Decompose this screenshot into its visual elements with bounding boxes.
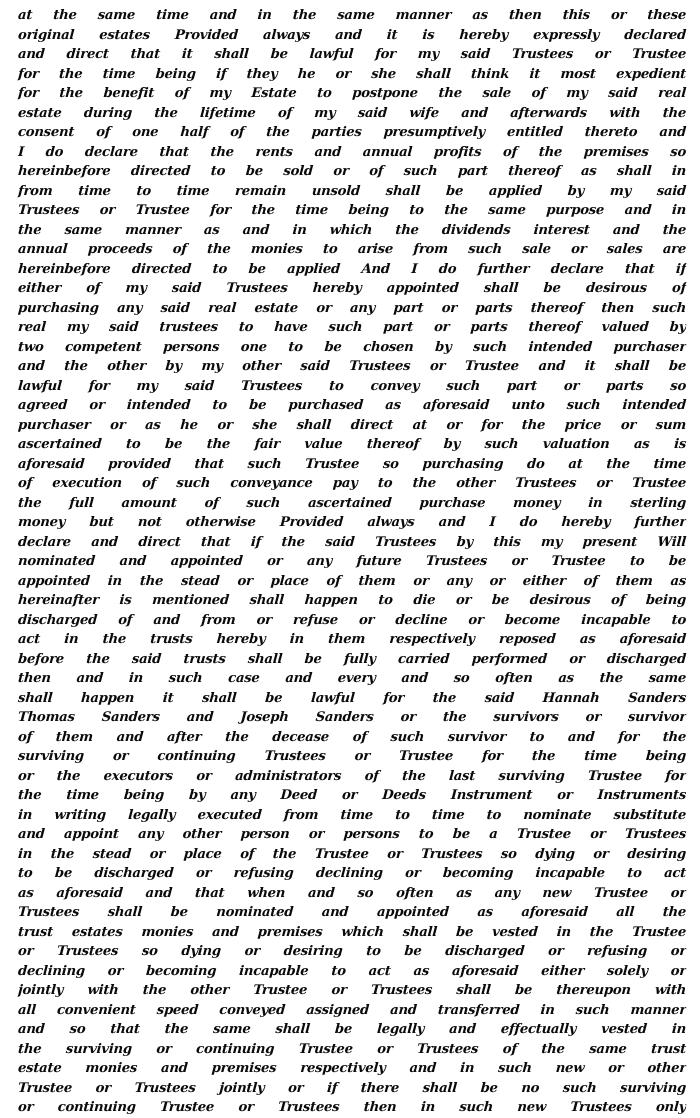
manuscript-line: the same manner as and in which the dividends interest and the bbox=[17, 222, 687, 238]
manuscript-line: estate monies and premises respectively and in such new or other bbox=[17, 1061, 687, 1076]
manuscript-line: the time being by any Deed or Deeds Instrument or Instruments bbox=[17, 788, 687, 803]
manuscript-line: Trustees or Trustee for the time being to the same purpose and in bbox=[17, 203, 687, 218]
manuscript-line: lawful for my said Trustees to convey such part or parts so bbox=[17, 378, 687, 394]
manuscript-line: in the stead or place of the Trustee or Trustees so dying or desiring bbox=[17, 846, 687, 862]
manuscript-line: and the other by my other said Trustees or Trustee and it shall be bbox=[17, 359, 687, 374]
manuscript-text bbox=[18, 6, 686, 1118]
manuscript-line: Trustee or Trustees jointly or if there shall be no such surviving bbox=[17, 1080, 687, 1096]
manuscript-line: surviving or continuing Trustees or Trustee for the time being bbox=[17, 749, 687, 764]
manuscript-line: original estates Provided always and it is hereby expressly declared bbox=[17, 27, 687, 43]
manuscript-line: agreed or intended to be purchased as aforesaid unto such intended bbox=[17, 398, 687, 413]
manuscript-line: all convenient speed conveyed assigned and transferred in such manner bbox=[17, 1002, 687, 1018]
manuscript-line: for the benefit of my Estate to postpone the sale of my said real bbox=[17, 86, 687, 101]
manuscript-line: the full amount of such ascertained purchase money in sterling bbox=[17, 495, 687, 511]
manuscript-line: purchasing any said real estate or any part or parts thereof then such bbox=[17, 300, 687, 316]
manuscript-line: discharged of and from or refuse or decline or become incapable to bbox=[17, 612, 687, 628]
manuscript-line: purchaser or as he or she shall direct at or for the price or sum bbox=[17, 417, 687, 433]
manuscript-line: to be discharged or refusing declining or becoming incapable to act bbox=[17, 866, 687, 881]
manuscript-line: then and in such case and every and so often as the same bbox=[17, 671, 687, 686]
manuscript-line: act in the trusts hereby in them respectively reposed as aforesaid bbox=[17, 632, 687, 647]
manuscript-line: aforesaid provided that such Trustee so purchasing do at the time bbox=[17, 456, 687, 472]
manuscript-line: in writing legally executed from time to time to nominate substitute bbox=[17, 807, 687, 823]
manuscript-line: real my said trustees to have such part or parts thereof valued by bbox=[17, 320, 687, 335]
manuscript-line: and so that the same shall be legally and effectually vested in bbox=[17, 1022, 687, 1037]
manuscript-line: I do declare that the rents and annual profits of the premises so bbox=[17, 144, 687, 160]
manuscript-line: estate during the lifetime of my said wife and afterwards with the bbox=[17, 105, 687, 121]
manuscript-line: and appoint any other person or persons to be a Trustee or Trustees bbox=[17, 827, 687, 842]
manuscript-line: trust estates monies and premises which shall be vested in the Trustee bbox=[17, 924, 687, 940]
manuscript-line: money but not otherwise Provided always and I do hereby further bbox=[17, 515, 687, 530]
manuscript-line: before the said trusts shall be fully carried performed or discharged bbox=[17, 651, 687, 667]
manuscript-line: declare and direct that if the said Trustees by this my present Will bbox=[17, 534, 687, 550]
manuscript-line: hereinbefore directed to be applied And I do further declare that if bbox=[17, 261, 687, 277]
manuscript-line: shall happen it shall be lawful for the said Hannah Sanders bbox=[17, 690, 687, 706]
manuscript-line: jointly with the other Trustee or Trustees shall be thereupon with bbox=[17, 983, 687, 998]
manuscript-line: at the same time and in the same manner as then this or these bbox=[17, 8, 687, 23]
manuscript-line: hereinbefore directed to be sold or of such part thereof as shall in bbox=[17, 164, 687, 179]
manuscript-line: for the time being if they he or she shall think it most expedient bbox=[17, 66, 687, 82]
manuscript-line: annual proceeds of the monies to arise from such sale or sales are bbox=[17, 242, 687, 257]
manuscript-line: either of my said Trustees hereby appointed shall be desirous of bbox=[17, 281, 687, 296]
manuscript-line: or the executors or administrators of the last surviving Trustee for bbox=[17, 768, 687, 784]
manuscript-line: Thomas Sanders and Joseph Sanders or the survivors or survivor bbox=[17, 710, 687, 725]
manuscript-line: or Trustees so dying or desiring to be discharged or refusing or bbox=[17, 944, 687, 959]
manuscript-line: of execution of such conveyance pay to the other Trustees or Trustee bbox=[17, 476, 687, 491]
manuscript-line: of them and after the decease of such survivor to and for the bbox=[17, 729, 687, 745]
manuscript-line: the surviving or continuing Trustee or Trustees of the same trust bbox=[17, 1041, 687, 1057]
manuscript-line: Trustees shall be nominated and appointed as aforesaid all the bbox=[17, 905, 687, 920]
manuscript-line: as aforesaid and that when and so often as any new Trustee or bbox=[17, 885, 687, 901]
manuscript-line: declining or becoming incapable to act as aforesaid either solely or bbox=[17, 963, 687, 979]
manuscript-line: ascertained to be the fair value thereof by such valuation as is bbox=[17, 437, 687, 452]
manuscript-line: from time to time remain unsold shall be applied by my said bbox=[17, 183, 687, 199]
manuscript-line: two competent persons one to be chosen by such intended purchaser bbox=[17, 339, 687, 355]
manuscript-line: nominated and appointed or any future Trustees or Trustee to be bbox=[17, 554, 687, 569]
manuscript-line: or continuing Trustee or Trustees then in such new Trustees only bbox=[17, 1100, 687, 1115]
manuscript-line: and direct that it shall be lawful for my said Trustees or Trustee bbox=[17, 47, 687, 62]
manuscript-line: hereinafter is mentioned shall happen to die or be desirous of being bbox=[17, 593, 687, 608]
manuscript-line: consent of one half of the parties presumptively entitled thereto and bbox=[17, 125, 687, 140]
manuscript-line: appointed in the stead or place of them or any or either of them as bbox=[17, 573, 687, 589]
